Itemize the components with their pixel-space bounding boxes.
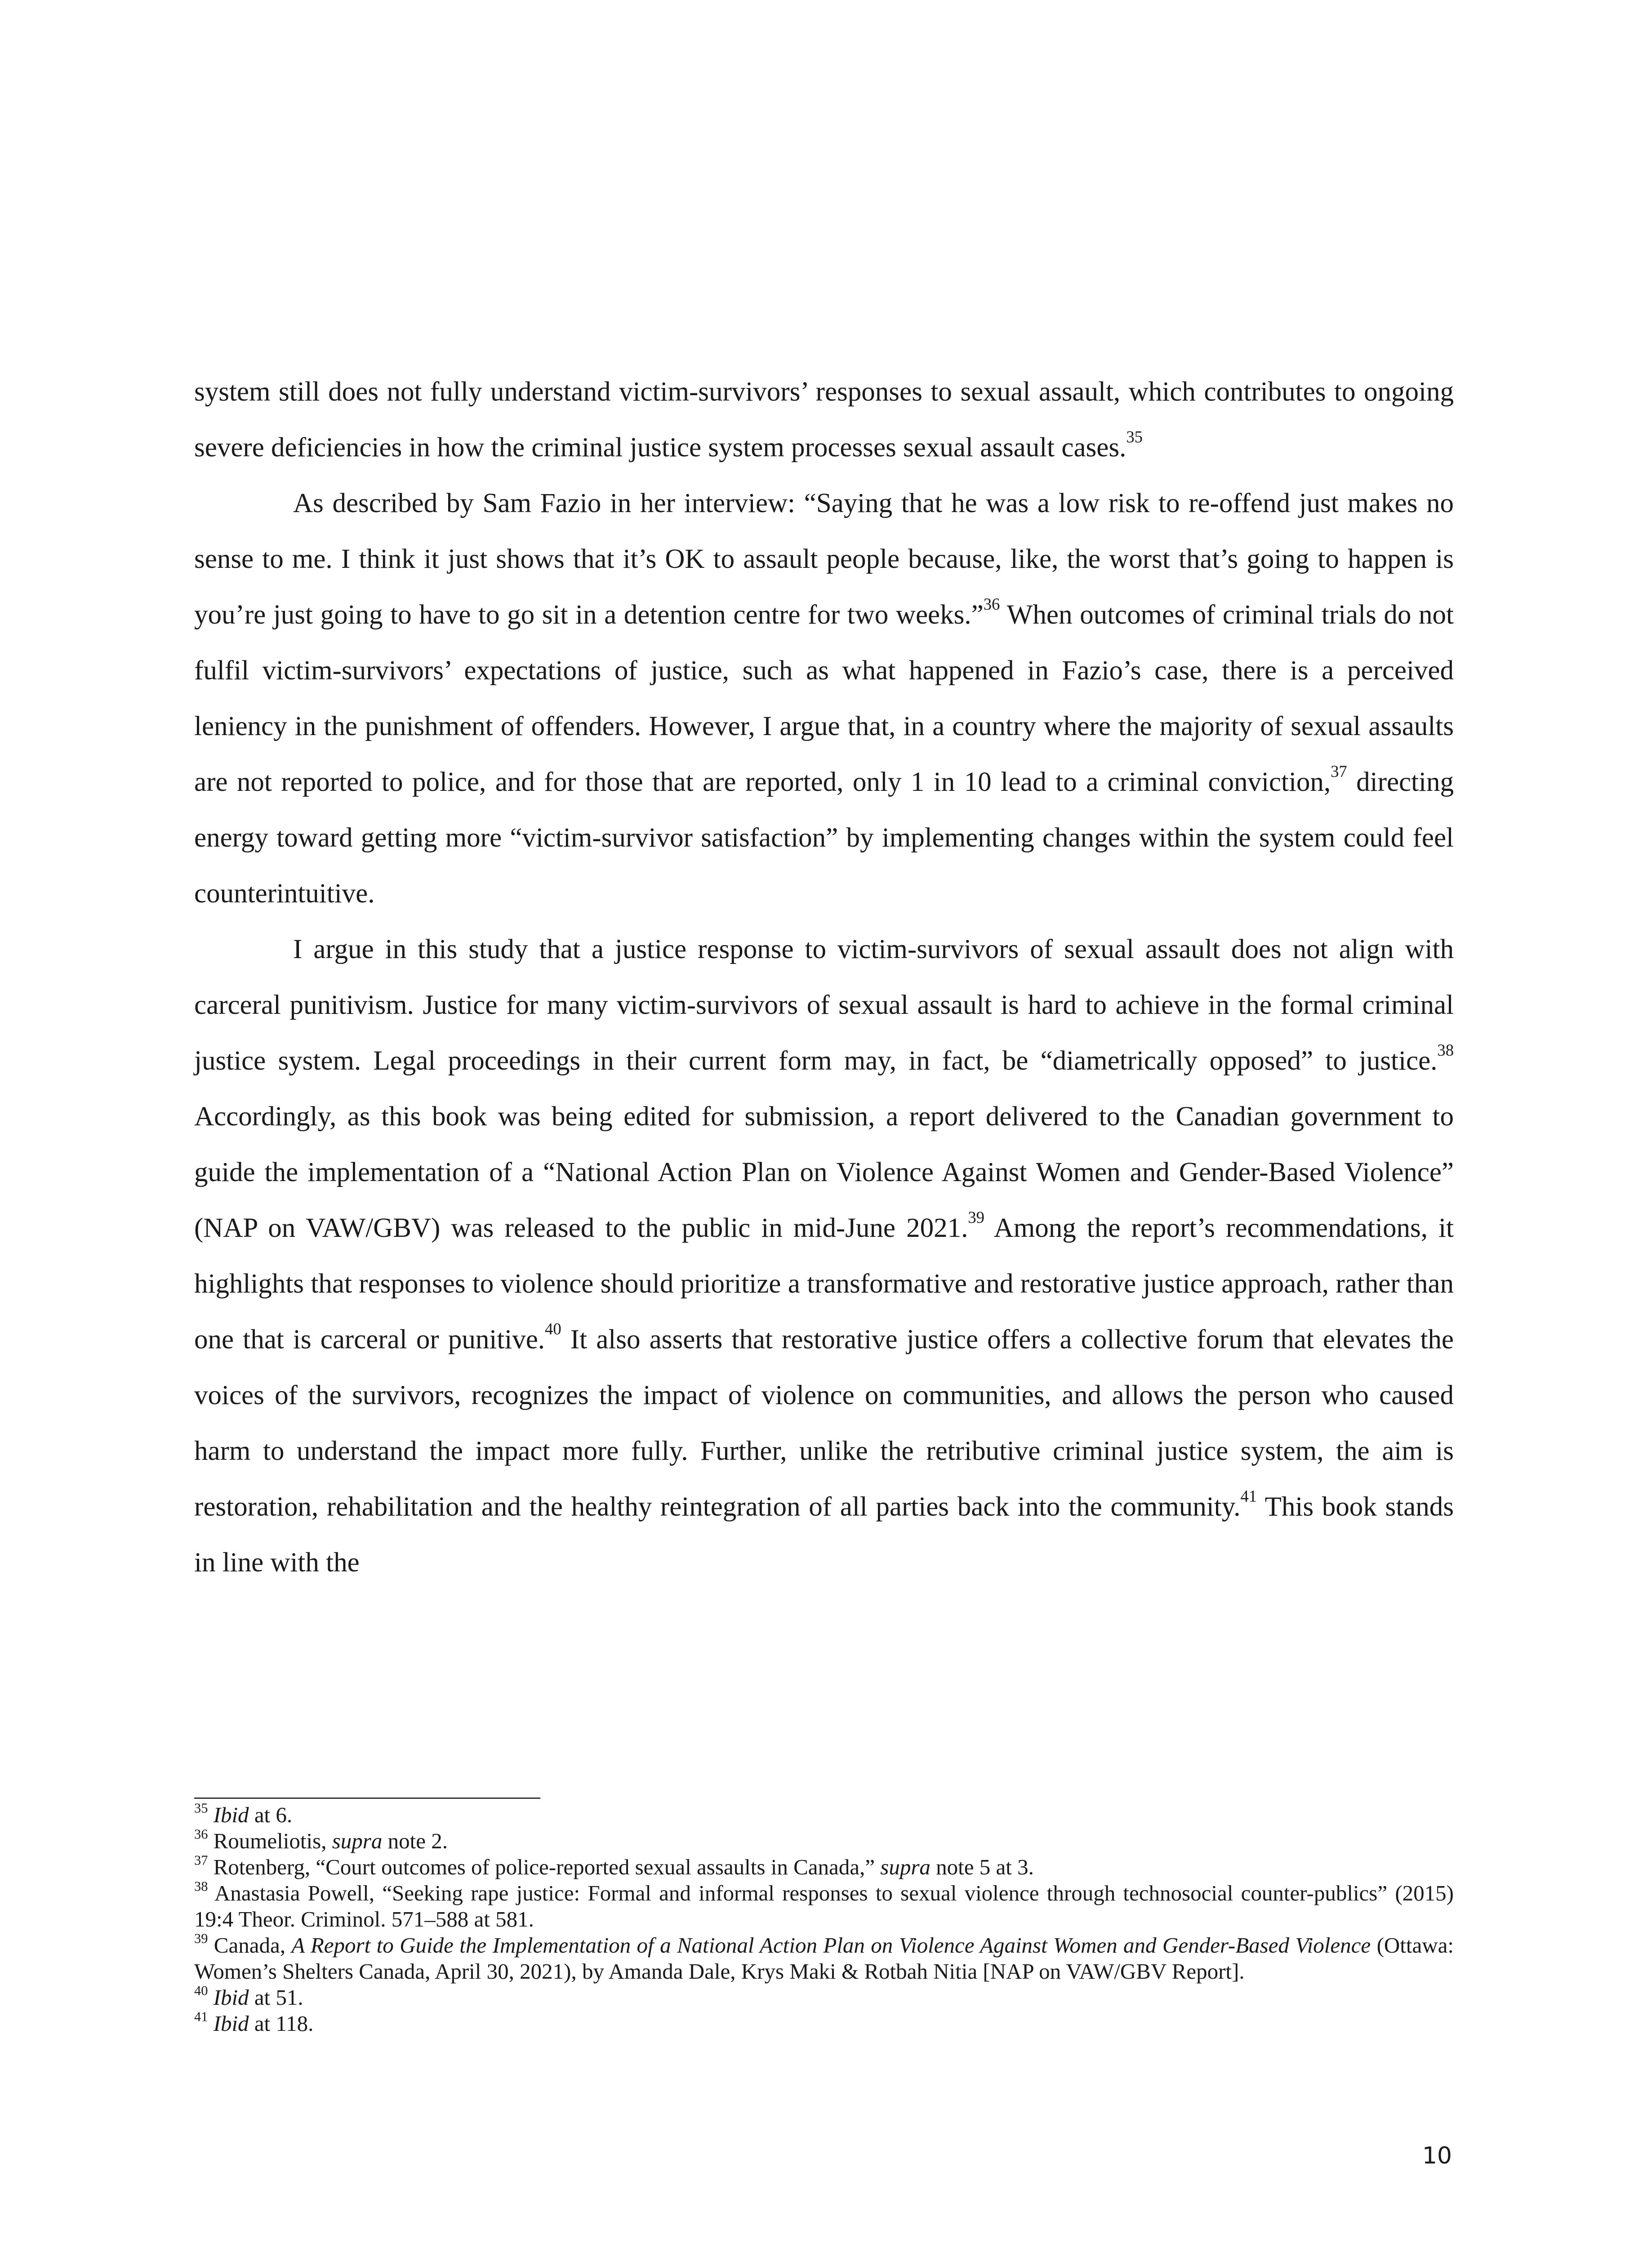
footnote-ref: 41 [1240,1486,1257,1505]
footnote-italic: supra [880,1855,931,1879]
footnote-italic: Ibid [213,1802,249,1827]
footnote-text: note 5 at 3. [930,1855,1034,1879]
footnote-38 [194,1880,1454,1932]
footnote-40 [194,1985,1454,2011]
footnote-text: at 51. [249,1985,303,2010]
footnote-number: 40 [194,1983,208,1998]
paragraph-text: Accordingly, as this book was being edited for submission, a report delivered to the Canadian government to guide the implementation of a “National Action Plan on Violence Against Women and Gender-Based Violence” (NAP on VAW/GBV) was released to the public in mid-June 2021. [194,1102,1454,1243]
footnote-text: Anastasia Powell, “Seeking rape justice: Formal and informal responses to sexual violence through technosocial counter-publics” (2015) 19:4 Theor. Criminol. 571–588 at 581. [194,1881,1454,1931]
page-number: 10 [1422,2142,1452,2169]
footnote-text: Rotenberg, “Court outcomes of police-reported sexual assaults in Canada,” [213,1855,881,1879]
footnote-text: (Ottawa: Women’s Shelters Canada, April 30, 2021), by Amanda Dale, Krys Maki & Rotbah Nitia [NAP on VAW/GBV Report]. [194,1933,1454,1984]
footnote-number: 38 [194,1878,208,1894]
footnote-text: Roumeliotis, [213,1829,332,1853]
footnote-ref: 38 [1437,1040,1454,1059]
paragraph-text: Among the report’s recommendations, it highlights that responses to violence should prioritize a transformative and restorative justice approach, rather than one that is carceral or punitive. [194,1213,1454,1355]
footnotes [194,1802,1454,2037]
footnote-ref: 40 [545,1319,561,1338]
footnote-ref: 39 [968,1208,984,1227]
footnote-ref: 37 [1331,762,1347,781]
footnote-italic: supra [332,1829,383,1853]
footnote-39 [194,1932,1454,1985]
footnote-36 [194,1828,1454,1854]
paragraph-text: This book stands in line with the [194,1492,1454,1578]
paragraph-text: It also asserts that restorative justice offers a collective forum that elevates the voices of the survivors, recognizes the impact of violence on communities, and allows the person who caused harm to understand the impact more fully. Further, unlike the retributive criminal justice system, the aim is restoration, rehabilitation and the healthy reintegration of all parties back into the community. [194,1325,1454,1522]
footnote-ref: 36 [983,594,1000,613]
paragraph-1 [194,364,1454,476]
footnote-number: 41 [194,2009,208,2025]
paragraph-3 [194,922,1454,1591]
paragraph-text: As described by Sam Fazio in her interview: “Saying that he was a low risk to re-offend just makes no sense to me. I think it just shows that it’s OK to assault people because, like, the worst that’s going to happen is you’re just going to have to go sit in a detention centre for two weeks.” [194,488,1454,630]
footnote-number: 35 [194,1800,208,1816]
footnote-37 [194,1854,1454,1880]
paragraph-text: directing energy toward getting more “victim-survivor satisfaction” by implementing changes within the system could feel counterintuitive. [194,767,1454,909]
paragraph-text: When outcomes of criminal trials do not fulfil victim-survivors’ expectations of justice, such as what happened in Fazio’s case, there is a perceived leniency in the punishment of offenders. However, I argue that, in a country where the majority of sexual assaults are not reported to police, and for those that are reported, only 1 in 10 lead to a criminal conviction, [194,600,1454,797]
footnote-41 [194,2011,1454,2037]
footnote-number: 39 [194,1931,208,1946]
paragraph-text: I argue in this study that a justice response to victim-survivors of sexual assault does not align with carceral punitivism. Justice for many victim-survivors of sexual assault is hard to achieve in the formal criminal justice system. Legal proceedings in their current form may, in fact, be “diametrically opposed” to justice. [194,934,1454,1076]
footnote-text: at 118. [249,2011,314,2036]
body-text [194,364,1454,1591]
footnote-text: note 2. [382,1829,448,1853]
footnote-italic: Ibid [213,1985,249,2010]
footnote-text: at 6. [249,1802,293,1827]
footnote-ref: 35 [1126,427,1143,446]
paragraph-text: system still does not fully understand victim-survivors’ responses to sexual assault, which contributes to ongoing severe deficiencies in how the criminal justice system processes sexual assault cases. [194,377,1454,463]
footnote-text: Canada, [214,1933,292,1958]
footnote-number: 37 [194,1852,208,1868]
footnote-35 [194,1802,1454,1828]
footnote-number: 36 [194,1826,208,1842]
footnote-separator [194,1798,540,1799]
paragraph-2 [194,476,1454,922]
footnote-italic: A Report to Guide the Implementation of a National Action Plan on Violence Against Women and Gender-Based Violence [291,1933,1371,1958]
footnote-italic: Ibid [213,2011,249,2036]
